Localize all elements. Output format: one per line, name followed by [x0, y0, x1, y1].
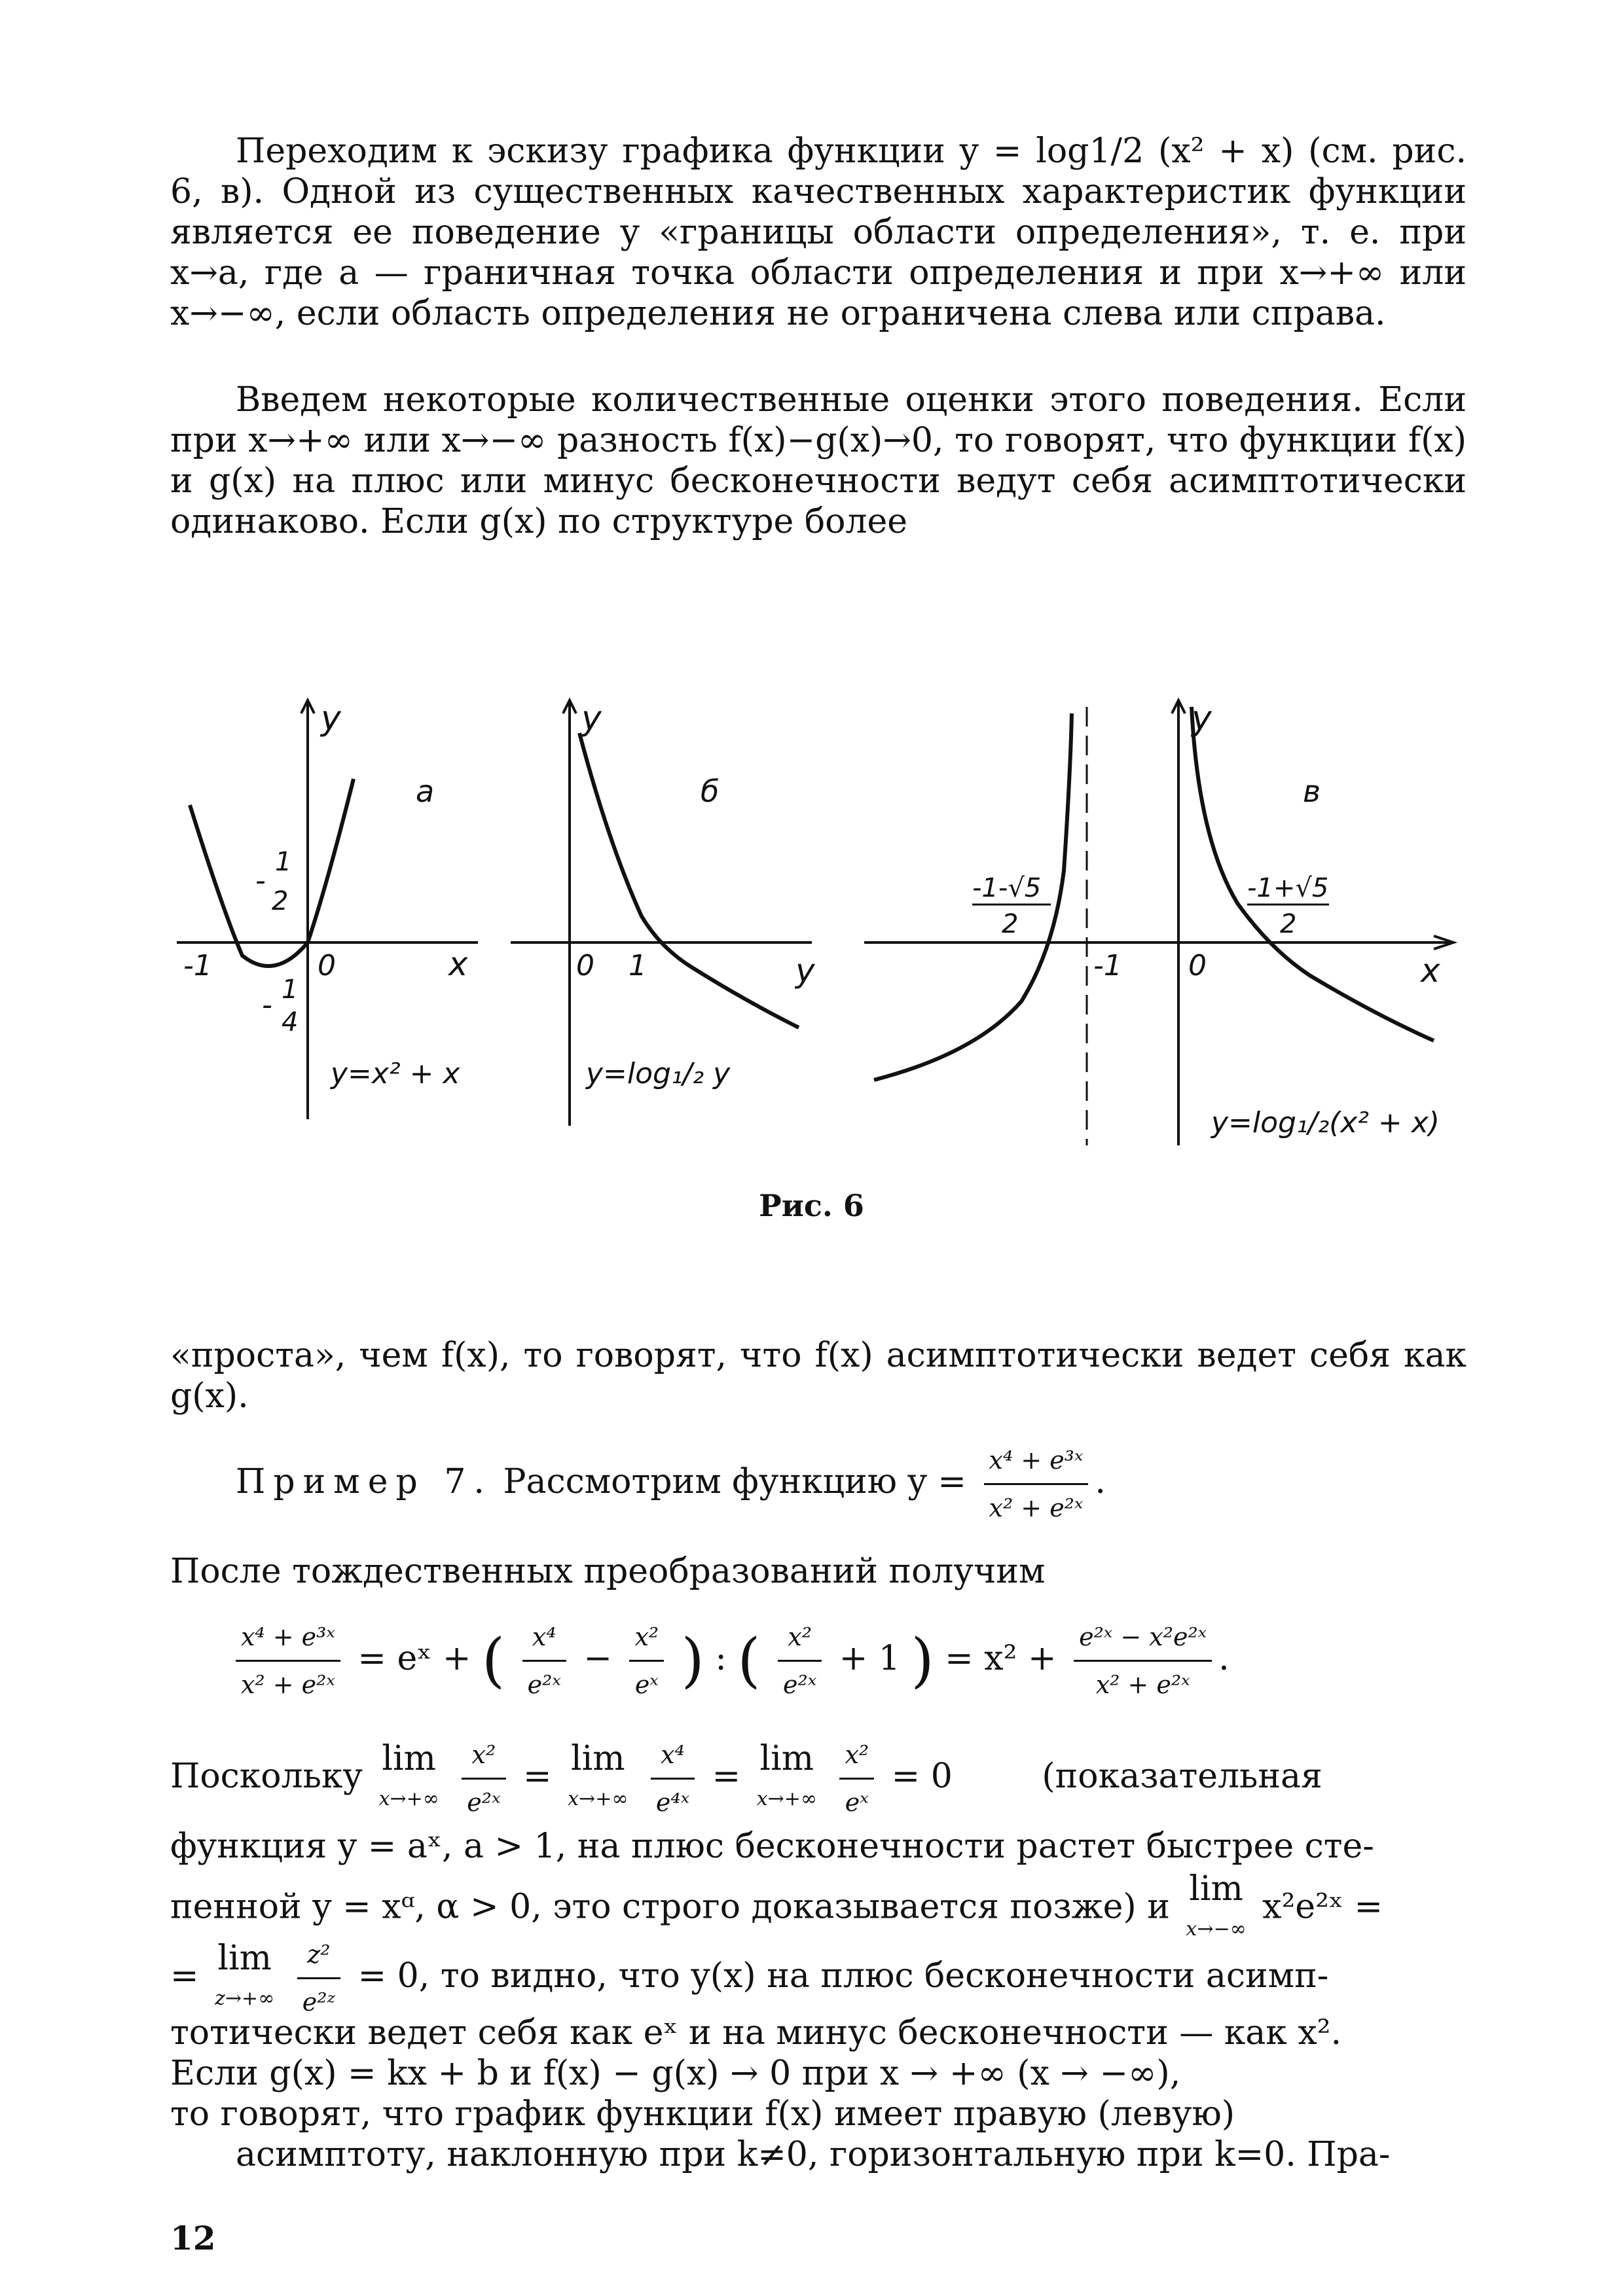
lim-2-frac: [651, 1734, 695, 1823]
lim-4-sub: x→−∞: [1186, 1918, 1247, 1941]
panel-a-quarter-num: 1: [282, 975, 299, 1005]
panel-a-half-den: 2: [272, 886, 289, 916]
panel-b-formula: y=log₁/₂ y: [586, 1057, 731, 1090]
panel-c-right-num: -1+√5: [1247, 873, 1329, 903]
lim-1: [379, 1738, 439, 1820]
lim-5-num: z²: [297, 1934, 340, 1979]
after-transform-line: После тождественных преобразований получим: [170, 1552, 1046, 1591]
paragraph-1: Переходим к эскизу графика функции y = log1/2 (x² + x) (см. рис. 6, в). Одной из существенных качественных характеристик функции является ее поведение у «границы области определения», т. е. при x→a, где a — граничная точка области определения и при x→+∞ или x→−∞, если область определения не ограничена слева или справа.: [170, 132, 1467, 333]
lim-3-sub: x→+∞: [756, 1787, 817, 1810]
line-if: Если g(x) = kx + b и f(x) − g(x) → 0 при x → +∞ (x → −∞),: [170, 2054, 1181, 2093]
paren-close-2: ): [911, 1626, 934, 1695]
lim-1-den: e²ˣ: [467, 1788, 501, 1817]
panel-a-tick-m1: -1: [183, 949, 212, 982]
example-text: Рассмотрим функцию y =: [503, 1462, 966, 1501]
eq-sign-2: =: [712, 1757, 741, 1796]
paragraph-2: Введем некоторые количественные оценки этого поведения. Если при x→+∞ или x→−∞ разность f(x)−g(x)→0, то говорят, что функции f(x) и g(x) на плюс или минус бесконечности ведут себя асимптотически одинаково. Если g(x) по структуре более: [170, 380, 1467, 541]
line-func: функция y = aˣ, a > 1, на плюс бесконечности растет быстрее сте-: [170, 1827, 1374, 1866]
panel-a-quarter-den: 4: [282, 1007, 299, 1037]
example-dot: .: [1095, 1462, 1106, 1501]
eq-frac-2-num: x²: [629, 1617, 664, 1662]
panel-c-x-label: x: [1421, 952, 1440, 990]
example-line: [236, 1440, 1106, 1528]
panel-c-letter: в: [1303, 774, 1321, 809]
eq-zero: = 0: [891, 1757, 953, 1796]
eq-frac-3-den: e²ˣ: [783, 1670, 817, 1699]
example-title: Пример 7.: [236, 1462, 492, 1501]
lim-3-den: eˣ: [845, 1788, 869, 1817]
eq-ex-plus: = eˣ +: [357, 1639, 471, 1678]
example-fraction: [984, 1440, 1089, 1528]
eq-left-den: x² + e²ˣ: [241, 1670, 335, 1699]
page-number: 12: [170, 2219, 216, 2257]
eq-frac-4-den: x² + e²ˣ: [1095, 1670, 1190, 1699]
eq-frac-4-num: e²ˣ − x²e²ˣ: [1074, 1617, 1212, 1662]
panel-b-letter: б: [701, 774, 720, 809]
panel-b-tick-1: 1: [629, 949, 647, 982]
eq-frac-1-num: x⁴: [522, 1617, 566, 1662]
panel-a-y-label: y: [321, 699, 341, 738]
panel-a-half-num: 1: [275, 847, 292, 877]
figure-caption: Рис. 6: [759, 1188, 864, 1223]
eq-end-dot: .: [1218, 1639, 1230, 1678]
line-then: то говорят, что график функции f(x) имеет правую (левую): [170, 2094, 1235, 2134]
eq-frac-2: [629, 1617, 664, 1705]
lim-5-frac: [297, 1934, 340, 2022]
eq-frac-2-den: eˣ: [634, 1670, 659, 1699]
eq-minus: −: [583, 1639, 612, 1678]
lim-3-num: x²: [839, 1734, 874, 1780]
eq-left-fraction: [236, 1617, 340, 1705]
eq-frac-1-den: e²ˣ: [527, 1670, 561, 1699]
main-equation: [229, 1617, 1230, 1705]
panel-b-x-label: y: [795, 952, 815, 990]
figure-6-svg: [157, 674, 1467, 1165]
lim-1-frac: [462, 1734, 505, 1823]
lim-1-num: x²: [462, 1734, 505, 1780]
panel-b-curve: [579, 733, 799, 1028]
panel-c-left-den: 2: [1002, 909, 1019, 939]
line-asym: асимптоту, наклонную при k≠0, горизонтальную при k=0. Пра-: [236, 2135, 1391, 2174]
paren-open-1: (: [481, 1626, 505, 1695]
lim-2-sub: x→+∞: [568, 1787, 629, 1810]
paren-note: (показательная: [1042, 1757, 1322, 1796]
panel-a-tick-0: 0: [318, 949, 336, 982]
eq-sign-1: =: [523, 1757, 552, 1796]
line-tot: тотически ведет себя как eˣ и на минус бесконечности — как x².: [170, 2013, 1342, 2053]
eq-frac-3-num: x²: [778, 1617, 822, 1662]
lim-2-den: e⁴ˣ: [655, 1788, 690, 1817]
panel-c-left-num: -1-√5: [972, 873, 1042, 903]
panel-c-tick-m1: -1: [1093, 949, 1122, 982]
lim-4-expr: x²e²ˣ =: [1262, 1887, 1383, 1927]
lim-3: [757, 1738, 817, 1820]
panel-a-letter: а: [416, 774, 435, 809]
eq-plus-one: + 1: [839, 1639, 900, 1678]
line-power: пенной y = xᵅ, α > 0, это строго доказывается позже) и: [170, 1887, 1170, 1927]
example-den: x² + e²ˣ: [989, 1494, 1084, 1522]
panel-c-formula: y=log₁/₂(x² + x): [1211, 1106, 1440, 1139]
eq-left-num: x⁴ + e³ˣ: [236, 1617, 340, 1662]
panel-c-tick-0: 0: [1188, 949, 1207, 982]
lim-3-frac: [839, 1734, 874, 1823]
lim-2-word: lim: [570, 1738, 625, 1778]
panel-c-right-den: 2: [1280, 909, 1297, 939]
panel-c-y-label: y: [1192, 699, 1212, 738]
eq-sign-3: =: [170, 1956, 199, 1996]
line-z-wrap: [170, 1934, 1328, 2022]
lim-1-word: lim: [382, 1738, 436, 1778]
line-eq-z: = 0, то видно, что y(x) на плюс бесконечности асимп-: [357, 1956, 1329, 1996]
lim-5: [215, 1938, 274, 2019]
lim-5-word: lim: [217, 1938, 272, 1978]
lim-2-num: x⁴: [651, 1734, 695, 1780]
lim-3-word: lim: [759, 1738, 814, 1778]
example-num: x⁴ + e³ˣ: [984, 1440, 1089, 1485]
since-word: Поскольку: [170, 1757, 363, 1796]
paren-close-1: ): [681, 1626, 704, 1695]
paragraph-3: «проста», чем f(x), то говорят, что f(x) асимптотически ведет себя как g(x).: [170, 1336, 1467, 1416]
panel-a-quarter-sign: -: [262, 988, 272, 1022]
eq-x2-plus: = x² +: [945, 1639, 1057, 1678]
since-line: [170, 1734, 1322, 1823]
lim-4-word: lim: [1189, 1869, 1243, 1909]
paren-open-2: (: [737, 1626, 761, 1695]
panel-a-formula: y=x² + x: [331, 1057, 460, 1090]
lim-5-sub: z→+∞: [215, 1986, 275, 2010]
panel-a-half-sign: -: [255, 864, 266, 897]
panel-a-x-label: x: [448, 945, 468, 983]
eq-frac-3: [778, 1617, 822, 1705]
panel-b-y-label: y: [581, 699, 602, 738]
lim-2: [568, 1738, 628, 1820]
eq-frac-4: [1074, 1617, 1212, 1705]
panel-b-tick-0: 0: [576, 949, 594, 982]
lim-5-den: e²ᶻ: [302, 1988, 336, 2017]
lim-1-sub: x→+∞: [378, 1787, 439, 1810]
panel-a-curve: [190, 779, 354, 966]
figure-6: [157, 674, 1467, 1165]
eq-colon: :: [715, 1639, 727, 1678]
eq-frac-1: [522, 1617, 566, 1705]
